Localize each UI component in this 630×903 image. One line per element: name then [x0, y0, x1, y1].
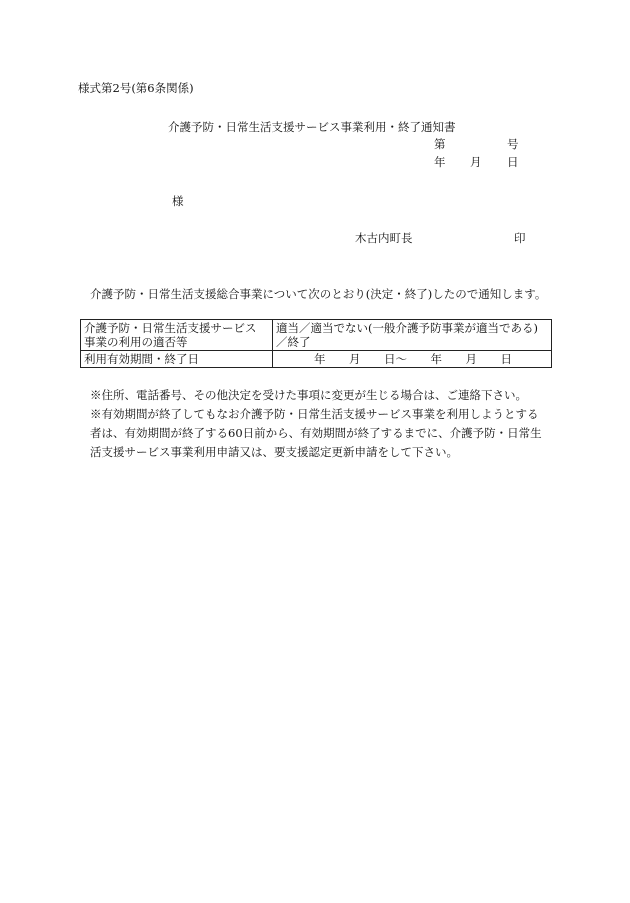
document-title: 介護予防・日常生活支援サービス事業利用・終了通知書	[168, 120, 456, 134]
period-start-day: 日～	[384, 352, 407, 366]
table-row	[81, 320, 552, 351]
document-number-prefix: 第	[434, 137, 446, 151]
result-table	[80, 319, 552, 368]
eligibility-label-line: 介護予防・日常生活支援サービス	[84, 321, 257, 335]
eligibility-label-cell	[81, 320, 273, 351]
period-value	[276, 352, 548, 366]
eligibility-value-cell	[273, 320, 552, 351]
note-line: 者は、有効期間が終了する60日前から、有効期間が終了するまでに、介護予防・日常生	[90, 426, 542, 440]
period-start-year: 年	[314, 352, 326, 366]
note-line: ※有効期間が終了してもなお介護予防・日常生活支援サービス事業を利用しようとする	[90, 407, 539, 421]
eligibility-label-line: 事業の利用の適否等	[84, 335, 188, 349]
period-end-year: 年	[430, 352, 442, 366]
eligibility-value-line: ／終了	[276, 335, 311, 349]
table-row	[81, 351, 552, 368]
seal-mark: 印	[514, 231, 526, 245]
date-month-label: 月	[470, 155, 482, 169]
period-value-cell	[273, 351, 552, 368]
date-year-label: 年	[434, 155, 446, 169]
issuer-name: 木古内町長	[355, 231, 413, 245]
notes-section	[90, 386, 570, 462]
period-end-month: 月	[465, 352, 477, 366]
document-number-suffix: 号	[507, 137, 519, 151]
period-end-day: 日	[500, 352, 512, 366]
form-number: 様式第2号(第6条関係)	[78, 81, 194, 95]
date-day-label: 日	[507, 155, 519, 169]
eligibility-value-line: 適当／適当でない(一般介護予防事業が適当である)	[276, 321, 538, 335]
addressee-honorific: 様	[172, 194, 184, 208]
period-start-month: 月	[349, 352, 361, 366]
intro-text: 介護予防・日常生活支援総合事業について次のとおり(決定・終了)したので通知します。	[90, 287, 547, 301]
note-line: 活支援サービス事業利用申請又は、要支援認定更新申請をして下さい。	[90, 445, 458, 459]
period-label-cell: 利用有効期間・終了日	[81, 351, 273, 368]
note-line: ※住所、電話番号、その他決定を受けた事項に変更が生じる場合は、ご連絡下さい。	[90, 388, 527, 402]
